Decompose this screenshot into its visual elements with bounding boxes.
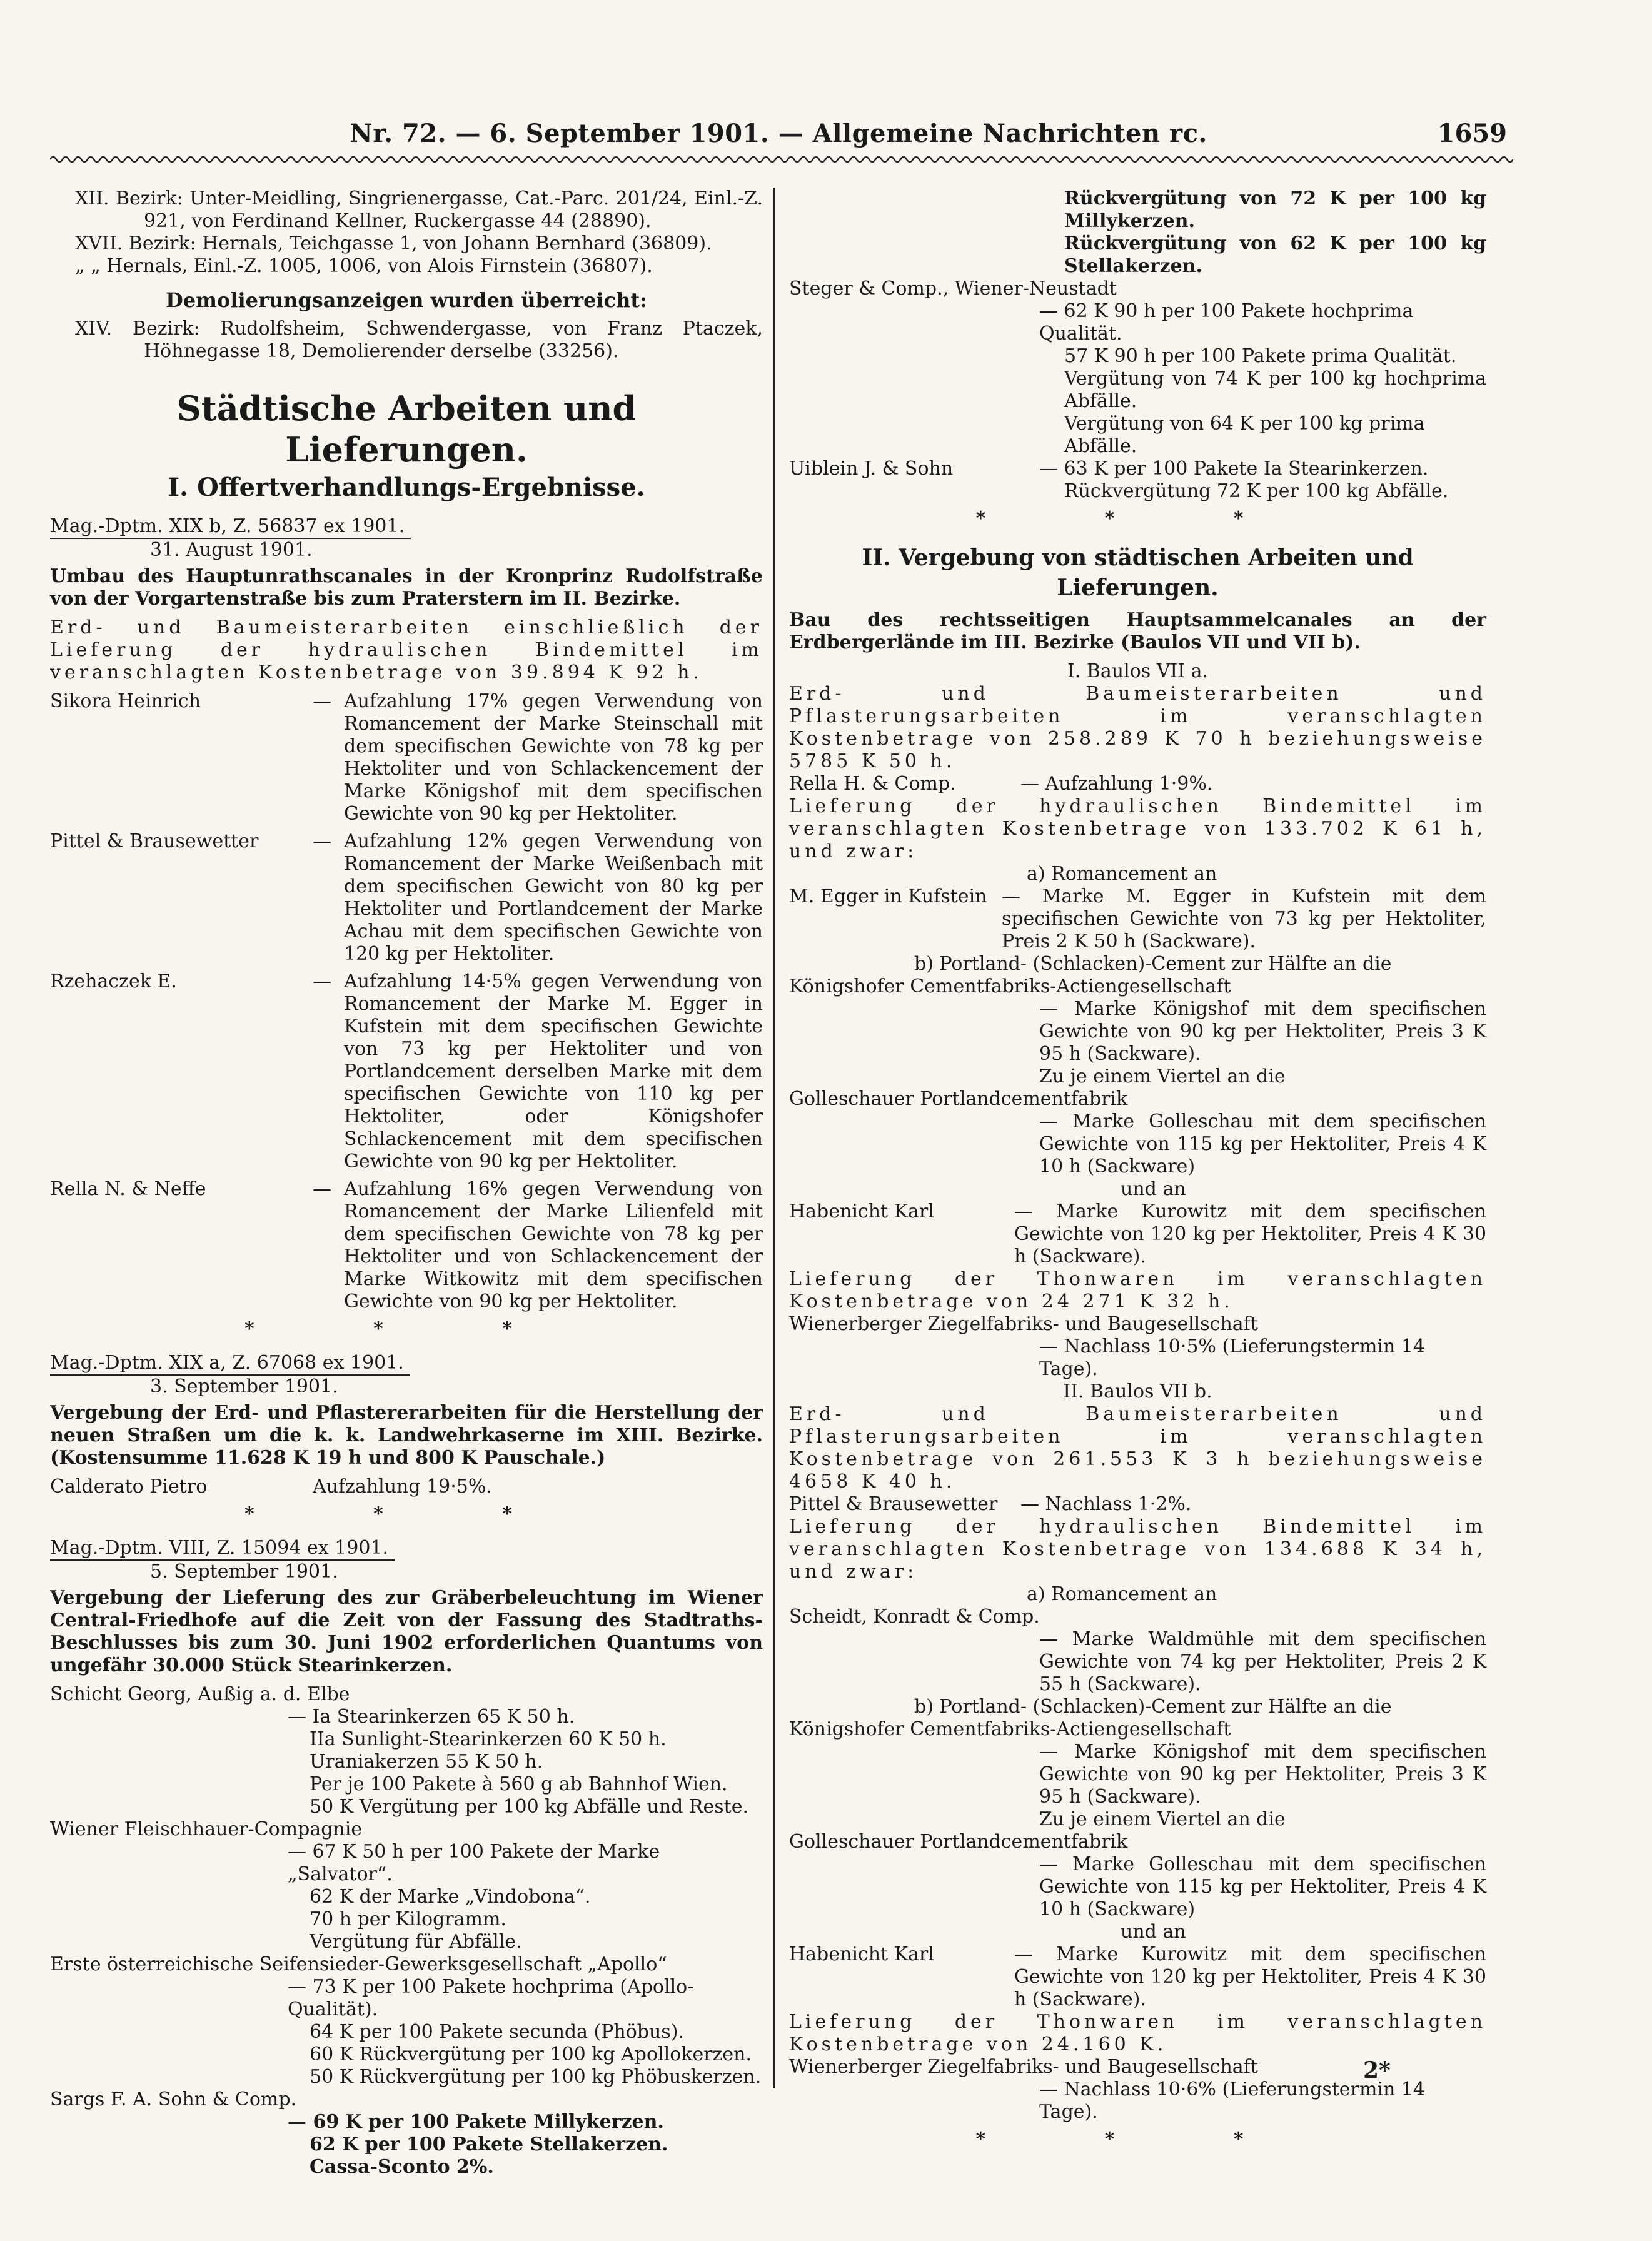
bid-line: Rückvergütung von 72 K per 100 kg Millykerzen. bbox=[1064, 188, 1486, 232]
issue-line: Nr. 72. — 6. September 1901. — Allgemeine Nachrichten rc. bbox=[350, 119, 1207, 148]
bid-text: Aufzahlung 19·5%. bbox=[313, 1476, 492, 1498]
bidder-name: Wienerberger Ziegelfabriks- und Baugesellschaft bbox=[789, 2056, 1258, 2078]
bid-text: — Nachlass 10·5% (Lieferungstermin 14 Tage). bbox=[1039, 1336, 1426, 1380]
bidder-name: Habenicht Karl bbox=[789, 1943, 934, 1965]
bid-text: — 63 K per 100 Pakete Ia Stearinkerzen. bbox=[1039, 458, 1429, 480]
bidder-name: Rella H. & Comp. bbox=[789, 773, 956, 795]
bid-entry: Rzehaczek E. — Aufzahlung 14·5% gegen Verwendung von Romancement der Marke M. Egger in Kufstein mit dem specifischen Gewichte von 73 kg per Hektoliter und von Portlandcement derselben Marke mit dem specifischen Gewichte von 110 kg per Hektoliter, oder Königshofer Schlackencement mit dem specifischen Gewichte von 90 kg per Hektoliter. bbox=[50, 970, 763, 1172]
reference-number: Mag.-Dptm. XIX b, Z. 56837 ex 1901. bbox=[50, 515, 411, 539]
sub-item: a) Romancement an bbox=[1027, 1583, 1217, 1605]
bid-entry bbox=[789, 885, 1486, 953]
contract-title: Umbau des Hauptunrathscanales in der Kronprinz Rudolfstraße von der Vorgartenstraße bis zum Praterstern im II. Bezirke. bbox=[50, 565, 763, 610]
bid-line: — 73 K per 100 Pakete hochprima (Apollo-Qualität). bbox=[288, 1976, 694, 2020]
sub-item: und an bbox=[1121, 1178, 1186, 1200]
lot-heading: II. Baulos VII b. bbox=[1063, 1381, 1212, 1403]
bid-line: 62 K der Marke „Vindobona“. bbox=[310, 1886, 591, 1908]
separator-stars: * * * bbox=[975, 2128, 1300, 2150]
separator-stars: * * * bbox=[244, 1503, 568, 1525]
bidder-name: Erste österreichische Seifensieder-Gewerksgesellschaft „Apollo“ bbox=[50, 1953, 667, 1975]
district-entry: „ „ Hernals, Einl.-Z. 1005, 1006, von Alois Firnstein (36807). bbox=[75, 255, 653, 277]
lot-intro: Lieferung der hydraulischen Bindemittel im veranschlagten Kostenbetrage von 134.688 K 34 h, und zwar: bbox=[789, 1516, 1486, 1583]
bid-line: 50 K Vergütung per 100 kg Abfälle und Reste. bbox=[310, 1796, 748, 1818]
bid-line: — Ia Stearinkerzen 65 K 50 h. bbox=[288, 1706, 575, 1728]
bidder-name: Wienerberger Ziegelfabriks- und Baugesellschaft bbox=[789, 1313, 1258, 1335]
bid-text: — Marke M. Egger in Kufstein mit dem specifischen Gewichte von 73 kg per Hektoliter, Preis 2 K 50 h (Sackware). bbox=[1002, 885, 1486, 952]
lot-heading: I. Baulos VII a. bbox=[1067, 660, 1209, 682]
lot-intro: Lieferung der Thonwaren im veranschlagten Kostenbetrage von 24 271 K 32 h. bbox=[789, 1268, 1486, 1312]
bid-line: 64 K per 100 Pakete secunda (Phöbus). bbox=[310, 2021, 684, 2043]
bid-text: Aufzahlung 16% gegen Verwendung von Romancement der Marke Lilienfeld mit dem specifischen Gewichte von 78 kg per Hektoliter und von Schlackencement der Marke Witkowitz mit dem specifischen Gewichte von 90 kg per Hektoliter. bbox=[344, 1178, 763, 1312]
bid-line: — 62 K 90 h per 100 Pakete hochprima Qualität. bbox=[1039, 300, 1414, 345]
bid-entry bbox=[789, 1943, 1486, 2011]
page-header bbox=[50, 119, 1507, 156]
bid-entry bbox=[789, 1201, 1486, 1268]
separator-stars: * * * bbox=[244, 1318, 568, 1340]
bid-entry: Rella N. & Neffe — Aufzahlung 16% gegen Verwendung von Romancement der Marke Lilienfeld mit dem specifischen Gewichte von 78 kg per Hektoliter und von Schlackencement der Marke Witkowitz mit dem specifischen Gewichte von 90 kg per Hektoliter. bbox=[50, 1178, 763, 1312]
bid-line: 50 K Rückvergütung per 100 kg Phöbuskerzen. bbox=[310, 2066, 762, 2088]
sub-item: b) Portland- (Schlacken)-Cement zur Hälfte an die bbox=[914, 953, 1392, 975]
contract-title: Bau des rechtsseitigen Hauptsammelcanales an der Erdbergerlände im III. Bezirke (Baulos VII und VII b). bbox=[789, 609, 1486, 653]
bidder-name: Golleschauer Portlandcementfabrik bbox=[789, 1088, 1128, 1110]
bid-line: Uraniakerzen 55 K 50 h. bbox=[310, 1751, 543, 1773]
bid-text: Aufzahlung 12% gegen Verwendung von Romancement der Marke Weißenbach mit dem specifischen Gewicht von 80 kg per Hektoliter und Portlandcement der Marke Achau mit dem specifischen Gewichte von 120 kg per Hektoliter. bbox=[344, 830, 763, 965]
left-column bbox=[50, 188, 763, 2178]
demolition-entry: XIV. Bezirk: Rudolfsheim, Schwendergasse, von Franz Ptaczek, Höhnegasse 18, Demolierender derselbe (33256). bbox=[75, 318, 763, 362]
bidder-name: Steger & Comp., Wiener-Neustadt bbox=[789, 278, 1117, 300]
bidder-name: Calderato Pietro bbox=[50, 1476, 208, 1498]
lot-intro: Erd- und Baumeisterarbeiten und Pflasterungsarbeiten im veranschlagten Kostenbetrage von 258.289 K 70 h beziehungsweise 5785 K 50 h. bbox=[789, 683, 1486, 772]
district-entry: XII. Bezirk: Unter-Meidling, Singrienergasse, Cat.-Parc. 201/24, Einl.-Z. 921, von Ferdinand Kellner, Ruckergasse 44 (28890). bbox=[75, 188, 763, 232]
bidder-name: Scheidt, Konradt & Comp. bbox=[789, 1606, 1040, 1628]
bid-text: — Marke Kurowitz mit dem specifischen Gewichte von 120 kg per Hektoliter, Preis 4 K 30 h (Sackware). bbox=[1014, 1201, 1486, 1267]
sub-item: Zu je einem Viertel an die bbox=[1039, 1065, 1286, 1087]
sub-item: a) Romancement an bbox=[1027, 863, 1217, 885]
section-date: 3. September 1901. bbox=[150, 1376, 338, 1397]
bid-entry: Sikora Heinrich — Aufzahlung 17% gegen Verwendung von Romancement der Marke Steinschall mit dem specifischen Gewichte von 78 kg per Hektoliter und von Schlackencement der Marke Königshof mit dem specifischen Gewichte von 90 kg per Hektoliter. bbox=[50, 690, 763, 825]
right-column bbox=[789, 188, 1486, 2156]
signature-mark: 2* bbox=[1363, 2057, 1391, 2083]
bid-line: 60 K Rückvergütung per 100 kg Apollokerzen. bbox=[310, 2043, 752, 2065]
lot-intro: Erd- und Baumeisterarbeiten und Pflasterungsarbeiten im veranschlagten Kostenbetrage von 261.553 K 3 h beziehungsweise 4658 K 40 h. bbox=[789, 1403, 1486, 1493]
bid-text: — Marke Golleschau mit dem specifischen Gewichte von 115 kg per Hektoliter, Preis 4 K 10 h (Sackware) bbox=[1039, 1110, 1486, 1177]
bid-line: Vergütung für Abfälle. bbox=[310, 1931, 522, 1953]
header-wavy-rule bbox=[50, 153, 1513, 166]
section-date: 5. September 1901. bbox=[150, 1561, 338, 1583]
bid-line: Rückvergütung von 62 K per 100 kg Stellakerzen. bbox=[1064, 233, 1486, 277]
bid-line: 62 K per 100 Pakete Stellakerzen. bbox=[310, 2133, 668, 2155]
bid-line: Cassa-Sconto 2%. bbox=[310, 2156, 494, 2178]
bidder-name: Rella N. & Neffe bbox=[50, 1178, 206, 1200]
reference-number: Mag.-Dptm. XIX a, Z. 67068 ex 1901. bbox=[50, 1352, 410, 1376]
bidder-name: Schicht Georg, Außig a. d. Elbe bbox=[50, 1683, 350, 1705]
bid-text: — Marke Waldmühle mit dem specifischen Gewichte von 74 kg per Hektoliter, Preis 2 K 55 h (Sackware). bbox=[1039, 1628, 1486, 1695]
bid-entry bbox=[789, 458, 1486, 480]
lot-intro: Lieferung der hydraulischen Bindemittel im veranschlagten Kostenbetrage von 133.702 K 61 h, und zwar: bbox=[789, 795, 1486, 862]
bid-text: — Marke Königshof mit dem specifischen Gewichte von 90 kg per Hektoliter, Preis 3 K 95 h (Sackware). bbox=[1039, 998, 1486, 1065]
bid-entry bbox=[789, 1493, 1486, 1516]
bid-text: — Marke Kurowitz mit dem specifischen Gewichte von 120 kg per Hektoliter, Preis 4 K 30 h (Sackware). bbox=[1014, 1943, 1486, 2010]
bidder-name: M. Egger in Kufstein bbox=[789, 885, 987, 907]
bidder-name: Golleschauer Portlandcementfabrik bbox=[789, 1831, 1128, 1853]
bidder-name: Habenicht Karl bbox=[789, 1201, 934, 1222]
section-heading-ii: II. Vergebung von städtischen Arbeiten und Lieferungen. bbox=[862, 545, 1414, 601]
section-heading-i: I. Offertverhandlungs-Ergebnisse. bbox=[168, 473, 645, 502]
bid-line: — 69 K per 100 Pakete Millykerzen. bbox=[288, 2111, 664, 2133]
page-number: 1659 bbox=[1437, 119, 1507, 148]
column-divider bbox=[773, 188, 775, 2088]
bid-line: Vergütung von 64 K per 100 kg prima Abfälle. bbox=[1064, 413, 1425, 457]
bidder-name: Pittel & Brausewetter bbox=[789, 1493, 998, 1515]
bid-entry: Pittel & Brausewetter — Aufzahlung 12% gegen Verwendung von Romancement der Marke Weißenbach mit dem specifischen Gewicht von 80 kg per Hektoliter und Portlandcement der Marke Achau mit dem specifischen Gewichte von 120 kg per Hektoliter. bbox=[50, 830, 763, 965]
bid-line: Rückvergütung 72 K per 100 kg Abfälle. bbox=[1064, 480, 1449, 502]
bid-text: — Marke Golleschau mit dem specifischen Gewichte von 115 kg per Hektoliter, Preis 4 K 10 h (Sackware) bbox=[1039, 1853, 1486, 1920]
bidder-name: Sargs F. A. Sohn & Comp. bbox=[50, 2088, 297, 2110]
bid-entry bbox=[50, 1476, 763, 1498]
bidder-name: Königshofer Cementfabriks-Actiengesellschaft bbox=[789, 975, 1231, 997]
sub-item: Zu je einem Viertel an die bbox=[1039, 1808, 1286, 1830]
contract-title: Vergebung der Erd- und Pflastererarbeiten für die Herstellung der neuen Straßen um die k. k. Landwehrkaserne im XIII. Bezirke. (Kostensumme 11.628 K 19 h und 800 K Pauschale.) bbox=[50, 1402, 763, 1469]
sub-item: und an bbox=[1121, 1921, 1186, 1943]
bid-line: Per je 100 Pakete à 560 g ab Bahnhof Wien. bbox=[310, 1773, 728, 1795]
bidder-name: Pittel & Brausewetter bbox=[50, 830, 259, 852]
contract-intro: Erd- und Baumeisterarbeiten einschließlich der Lieferung der hydraulischen Bindemittel im veranschlagten Kostenbetrage von 39.894 K 92 h. bbox=[50, 617, 763, 683]
bid-text: Aufzahlung 17% gegen Verwendung von Romancement der Marke Steinschall mit dem specifischen Gewichte von 78 kg per Hektoliter und von Schlackencement der Marke Königshof mit dem specifischen Gewichte von 90 kg per Hektoliter. bbox=[344, 690, 763, 825]
lot-intro: Lieferung der Thonwaren im veranschlagten Kostenbetrage von 24.160 K. bbox=[789, 2011, 1486, 2055]
sub-item: b) Portland- (Schlacken)-Cement zur Hälfte an die bbox=[914, 1696, 1392, 1718]
bidder-name: Königshofer Cementfabriks-Actiengesellschaft bbox=[789, 1718, 1231, 1740]
bid-entry bbox=[789, 773, 1486, 795]
bid-line: Vergütung von 74 K per 100 kg hochprima Abfälle. bbox=[1064, 368, 1486, 412]
section-date: 31. August 1901. bbox=[150, 539, 313, 561]
bid-text: — Aufzahlung 1·9%. bbox=[1020, 773, 1213, 795]
contract-title: Vergebung der Lieferung des zur Gräberbeleuchtung im Wiener Central-Friedhofe auf die Zeit von der Fassung des Stadtraths-Beschlusses bis zum 30. Juni 1902 erforderlichen Quantums von ungefähr 30.000 Stück Stearinkerzen. bbox=[50, 1587, 763, 1676]
district-entry: XVII. Bezirk: Hernals, Teichgasse 1, von Johann Bernhard (36809). bbox=[75, 233, 712, 254]
bid-line: — 67 K 50 h per 100 Pakete der Marke „Salvator“. bbox=[288, 1841, 660, 1885]
bid-line: 70 h per Kilogramm. bbox=[310, 1908, 506, 1930]
bidder-name: Wiener Fleischhauer-Compagnie bbox=[50, 1818, 363, 1840]
bidder-name: Uiblein J. & Sohn bbox=[789, 458, 954, 480]
bid-text: Aufzahlung 14·5% gegen Verwendung von Romancement der Marke M. Egger in Kufstein mit dem specifischen Gewichte von 73 kg per Hektoliter und von Portlandcement derselben Marke mit dem specifischen Gewichte von 110 kg per Hektoliter, oder Königshofer Schlackencement mit dem specifischen Gewichte von 90 kg per Hektoliter. bbox=[344, 970, 763, 1172]
reference-number: Mag.-Dptm. VIII, Z. 15094 ex 1901. bbox=[50, 1537, 395, 1561]
separator-stars: * * * bbox=[975, 508, 1300, 530]
bid-line: IIa Sunlight-Stearinkerzen 60 K 50 h. bbox=[310, 1728, 667, 1750]
bid-text: — Nachlass 1·2%. bbox=[1020, 1493, 1192, 1515]
main-heading: Städtische Arbeiten und Lieferungen. bbox=[176, 388, 637, 470]
demolition-heading: Demolierungsanzeigen wurden überreicht: bbox=[166, 288, 647, 312]
bid-text: — Marke Königshof mit dem specifischen Gewichte von 90 kg per Hektoliter, Preis 3 K 95 h (Sackware). bbox=[1039, 1741, 1486, 1808]
bidder-name: Rzehaczek E. bbox=[50, 970, 177, 992]
bid-text: — Nachlass 10·6% (Lieferungstermin 14 Tage). bbox=[1039, 2078, 1426, 2123]
bid-line: 57 K 90 h per 100 Pakete prima Qualität. bbox=[1064, 345, 1457, 367]
bidder-name: Sikora Heinrich bbox=[50, 690, 201, 712]
